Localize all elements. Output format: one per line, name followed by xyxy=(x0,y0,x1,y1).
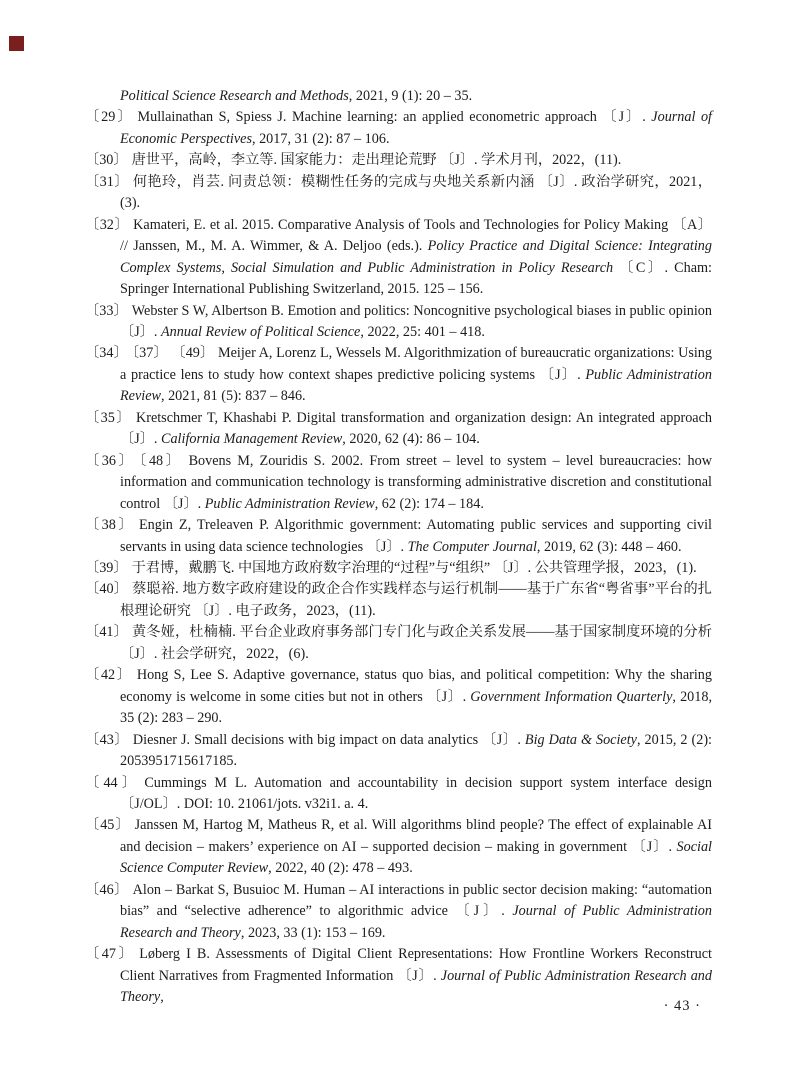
reference-number: 〔36〕 xyxy=(85,452,136,469)
reference-number: 〔33〕 xyxy=(85,302,128,319)
reference-item xyxy=(85,515,712,558)
reference-text: , 2021, 9 (1): 20 – 35. xyxy=(348,88,473,104)
reference-text: Kamateri, E. et al. 2015. Comparative Analysis of Tools and Technologies for Policy Making 〔A〕 // Janssen, M., M. A. Wimmer, & A. Deljoo (eds.). xyxy=(120,216,712,255)
reference-number: 〔45〕 xyxy=(85,817,131,834)
reference-text: , 2019, 62 (3): 448 – 460. xyxy=(536,538,682,555)
reference-text: , 2023, 33 (1): 153 – 169. xyxy=(240,924,386,941)
reference-text: , 2022, 40 (2): 478 – 493. xyxy=(268,860,413,877)
reference-number: 〔35〕 xyxy=(85,409,132,426)
reference-body xyxy=(120,817,712,876)
reference-item xyxy=(85,86,712,107)
reference-item xyxy=(85,579,712,622)
reference-item xyxy=(85,622,712,665)
reference-item xyxy=(85,408,712,451)
reference-number: 〔47〕 xyxy=(85,946,136,963)
reference-text: , 2018, 35 (2): 283 – 290. xyxy=(120,688,712,727)
reference-text: 黄冬娅，杜楠楠. 平台企业政府事务部门专门化与政企关系发展——基于国家制度环境的分析 〔J〕. 社会学研究，2022，(6). xyxy=(120,624,712,662)
reference-text: Cummings M L. Automation and accountability in decision support system interface design 〔J/OL〕. DOI: 10. 21061/jots. v32i1. a. 4. xyxy=(120,774,712,812)
journal-title: Government Information Quarterly xyxy=(470,688,673,705)
reference-text: Diesner J. Small decisions with big impact on data analytics 〔J〕. xyxy=(132,731,525,748)
reference-text: 〔37〕 〔49〕 Meijer A, Lorenz L, Wessels M. Algorithmization of bureaucratic organizations: Using a practice lens to study how context shapes predictive policing systems 〔J〕. xyxy=(120,345,712,383)
reference-body xyxy=(120,109,712,146)
journal-title: Journal of Public Administration Research and Theory xyxy=(120,967,712,1006)
reference-number: 〔30〕 xyxy=(85,152,128,169)
reference-item xyxy=(85,944,712,1008)
journal-title: Journal of Economic Perspectives xyxy=(120,109,712,147)
reference-body xyxy=(120,581,712,618)
journal-title: The Computer Journal xyxy=(407,538,537,555)
reference-item xyxy=(85,815,712,879)
reference-body xyxy=(120,667,712,726)
reference-item xyxy=(85,730,712,773)
reference-text: , 2022, 25: 401 – 418. xyxy=(360,323,485,340)
reference-text: , xyxy=(160,989,164,1006)
reference-item xyxy=(85,665,712,729)
journal-title: Public Administration Review xyxy=(120,366,712,405)
reference-text: Mullainathan S, Spiess J. Machine learning: an applied econometric approach 〔J〕. xyxy=(137,109,652,126)
journal-title: California Management Review xyxy=(161,431,343,448)
reference-number: 〔31〕 xyxy=(85,173,129,190)
reference-item xyxy=(85,107,712,150)
reference-body xyxy=(120,775,712,812)
reference-number: 〔29〕 xyxy=(85,109,134,126)
reference-item xyxy=(85,880,712,944)
reference-body xyxy=(120,410,712,447)
reference-text: , 2021, 81 (5): 837 – 846. xyxy=(160,388,306,405)
reference-number: 〔40〕 xyxy=(85,581,129,598)
reference-text: 唐世平，高岭，李立等. 国家能力：走出理论荒野 〔J〕. 学术月刊，2022，(11). xyxy=(131,152,622,169)
reference-number: 〔39〕 xyxy=(85,559,128,576)
reference-body xyxy=(120,453,712,512)
reference-text: , 62 (2): 174 – 184. xyxy=(374,495,484,512)
reference-text: 蔡聪裕. 地方数字政府建设的政企合作实践样态与运行机制——基于广东省“粤省事”平台的扎根理论研究 〔J〕. 电子政务，2023，(11). xyxy=(120,581,712,619)
reference-text: 〔C〕. Cham: Springer International Publishing Switzerland, 2015. 125 – 156. xyxy=(120,259,712,298)
reference-number: 〔34〕 xyxy=(85,345,128,362)
journal-title: Big Data & Society xyxy=(524,731,637,748)
reference-item xyxy=(85,150,712,171)
reference-item xyxy=(85,172,712,215)
reference-item xyxy=(85,215,712,301)
reference-body xyxy=(132,152,622,168)
reference-body xyxy=(120,732,712,769)
journal-title: Public Administration Review xyxy=(204,495,375,512)
corner-marker xyxy=(9,36,24,51)
reference-text: Webster S W, Albertson B. Emotion and politics: Noncognitive psychological biases in public opinion 〔J〕. xyxy=(120,302,712,340)
reference-text: Løberg I B. Assessments of Digital Client Representations: How Frontline Workers Reconstruct Client Narratives from Fragmented Information 〔J〕. xyxy=(120,946,712,984)
reference-number: 〔43〕 xyxy=(85,731,129,748)
reference-body xyxy=(120,946,712,1005)
reference-text: , 2015, 2 (2): 2053951715617185. xyxy=(120,731,712,770)
reference-text: Hong S, Lee S. Adaptive governance, status quo bias, and political competition: Why the sharing economy is welcome in some cities but not in others 〔J〕. xyxy=(120,667,712,705)
reference-body xyxy=(120,174,712,211)
reference-item xyxy=(85,343,712,407)
journal-title: Journal of Public Administration Research and Theory xyxy=(120,903,712,941)
reference-number: 〔41〕 xyxy=(85,624,128,641)
reference-body xyxy=(120,517,712,554)
journal-title: Social Science Computer Review xyxy=(120,838,712,877)
journal-title: Political Science Research and Methods xyxy=(120,88,349,104)
reference-number: 〔42〕 xyxy=(85,667,133,684)
reference-item xyxy=(85,301,712,344)
reference-body xyxy=(120,88,472,104)
reference-text: 何艳玲，肖芸. 问责总领：模糊性任务的完成与央地关系新内涵 〔J〕. 政治学研究，2021，(3). xyxy=(120,173,712,212)
reference-number: 〔32〕 xyxy=(85,216,130,233)
reference-text: , 2017, 31 (2): 87 – 106. xyxy=(251,130,390,147)
reference-text: Janssen M, Hartog M, Matheus R, et al. Will algorithms blind people? The effect of explainable AI and decision – makers’ experience on AI – supported decision – making in government 〔J〕. xyxy=(120,817,712,855)
reference-item xyxy=(85,773,712,816)
reference-text: Alon – Barkat S, Busuioc M. Human – AI interactions in public sector decision making: “automation bias” and “selective adherence” to algorithmic advice 〔J〕. xyxy=(120,881,712,920)
reference-number: 〔38〕 xyxy=(85,517,135,534)
journal-title: Policy Practice and Digital Science: Integrating Complex Systems, Social Simulation and Public Administration in Policy Research xyxy=(120,238,712,276)
reference-number: 〔44〕 xyxy=(85,774,141,791)
reference-body xyxy=(120,882,712,941)
reference-item xyxy=(85,451,712,515)
reference-body xyxy=(120,624,712,661)
reference-text: , 2020, 62 (4): 86 – 104. xyxy=(342,431,480,448)
reference-text: Kretschmer T, Khashabi P. Digital transformation and organization design: An integrated approach 〔J〕. xyxy=(120,409,712,448)
reference-item xyxy=(85,558,712,579)
reference-number: 〔46〕 xyxy=(85,881,129,898)
reference-body xyxy=(120,217,712,297)
reference-list xyxy=(85,86,712,1008)
reference-body xyxy=(120,303,712,340)
reference-text: 于君博，戴鹏飞. 中国地方政府数字治理的“过程”与“组织” 〔J〕. 公共管理学报，2023，(1). xyxy=(131,559,697,576)
reference-body xyxy=(120,345,712,404)
journal-title: Annual Review of Political Science xyxy=(161,323,361,340)
reference-text: Engin Z, Treleaven P. Algorithmic government: Automating public services and supporting civil servants in using data science technologies 〔J〕. xyxy=(120,517,712,555)
reference-text: 〔48〕 Bovens M, Zouridis S. 2002. From street – level to system – level bureaucracies: how information and communication technology is transforming administrative discretion and constitutional control 〔J〕. xyxy=(120,452,712,512)
page-number: · 43 · xyxy=(663,998,701,1014)
reference-body xyxy=(132,560,697,576)
